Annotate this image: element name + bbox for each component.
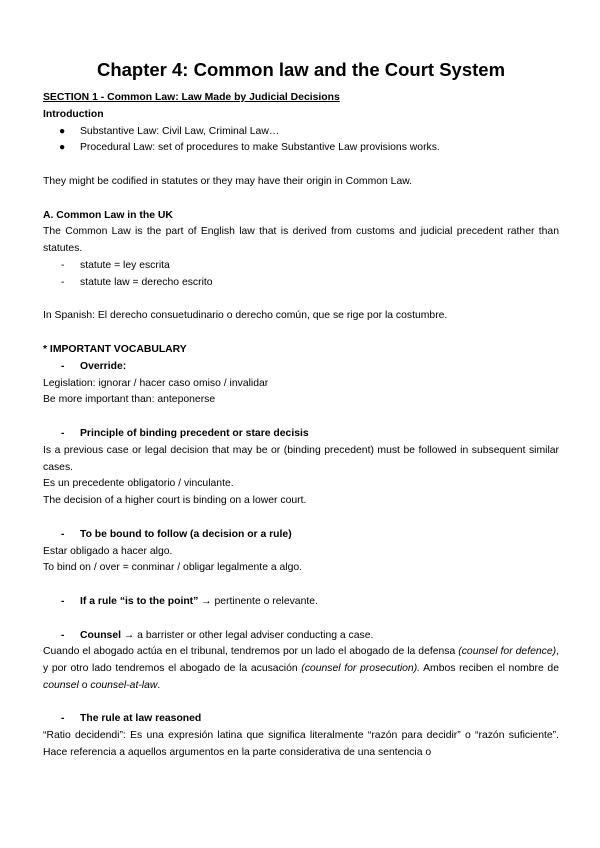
intro-note: They might be codified in statutes or they may have their origin in Common Law. bbox=[43, 175, 413, 187]
ratio-paragraph: “Ratio decidendi”: Es una expresión latina que significa literalmente “razón para decidir” o “razón suficiente”. Hace referencia a aquellos argumentos en la parte considerativa de una sentencia o bbox=[43, 730, 559, 759]
vocab-line: The decision of a higher court is binding on a lower court. bbox=[43, 495, 307, 507]
vocab-term-precedent: - Principle of binding precedent or stare decisis bbox=[61, 427, 309, 439]
section-a-paragraph: The Common Law is the part of English law that is derived from customs and judicial precedent rather than statutes. bbox=[43, 226, 559, 255]
document-page bbox=[43, 58, 559, 762]
vocab-line: Estar obligado a hacer algo. bbox=[43, 545, 173, 557]
vocab-line: Be more important than: anteponerse bbox=[43, 394, 216, 406]
vocab-term-counsel: - Counsel → a barrister or other legal adviser conducting a case. bbox=[61, 629, 374, 641]
vocab-line: Es un precedente obligatorio / vinculante. bbox=[43, 478, 234, 490]
list-item: ● Procedural Law: set of procedures to make Substantive Law provisions works. bbox=[43, 140, 559, 157]
list-item: ● Substantive Law: Civil Law, Criminal Law… bbox=[43, 124, 559, 141]
spanish-definition: In Spanish: El derecho consuetudinario o derecho común, que se rige por la costumbre. bbox=[43, 310, 448, 322]
list-item: - statute law = derecho escrito bbox=[61, 276, 213, 288]
section-heading: SECTION 1 - Common Law: Law Made by Judicial Decisions bbox=[43, 92, 340, 103]
vocab-heading: * IMPORTANT VOCABULARY bbox=[43, 343, 187, 355]
intro-heading: Introduction bbox=[43, 108, 104, 120]
vocab-term-point: - If a rule “is to the point” → pertinente o relevante. bbox=[61, 595, 318, 607]
vocab-term-ratio: - The rule at law reasoned bbox=[61, 713, 202, 725]
bullet-icon: ● bbox=[59, 125, 66, 137]
vocab-line: Is a previous case or legal decision that may be or (binding precedent) must be followed in subsequent similar cases. bbox=[43, 444, 559, 473]
vocab-term-bound: - To be bound to follow (a decision or a rule) bbox=[61, 528, 292, 540]
bullet-icon: ● bbox=[59, 142, 66, 154]
vocab-line: To bind on / over = conminar / obligar legalmente a algo. bbox=[43, 562, 303, 574]
section-a-heading: A. Common Law in the UK bbox=[43, 209, 173, 221]
counsel-paragraph: Cuando el abogado actúa en el tribunal, tendremos por un lado el abogado de la defensa (counsel for defence), y por otro lado tendremos el abogado de la acusación (counsel for prosecution). Ambos reciben el nombre de counsel o counsel-at-law. bbox=[43, 646, 559, 691]
vocab-term-override: - Override: bbox=[61, 360, 127, 372]
list-item: - statute = ley escrita bbox=[61, 259, 170, 271]
page-title: Chapter 4: Common law and the Court System bbox=[96, 59, 506, 80]
vocab-line: Legislation: ignorar / hacer caso omiso / invalidar bbox=[43, 377, 269, 389]
